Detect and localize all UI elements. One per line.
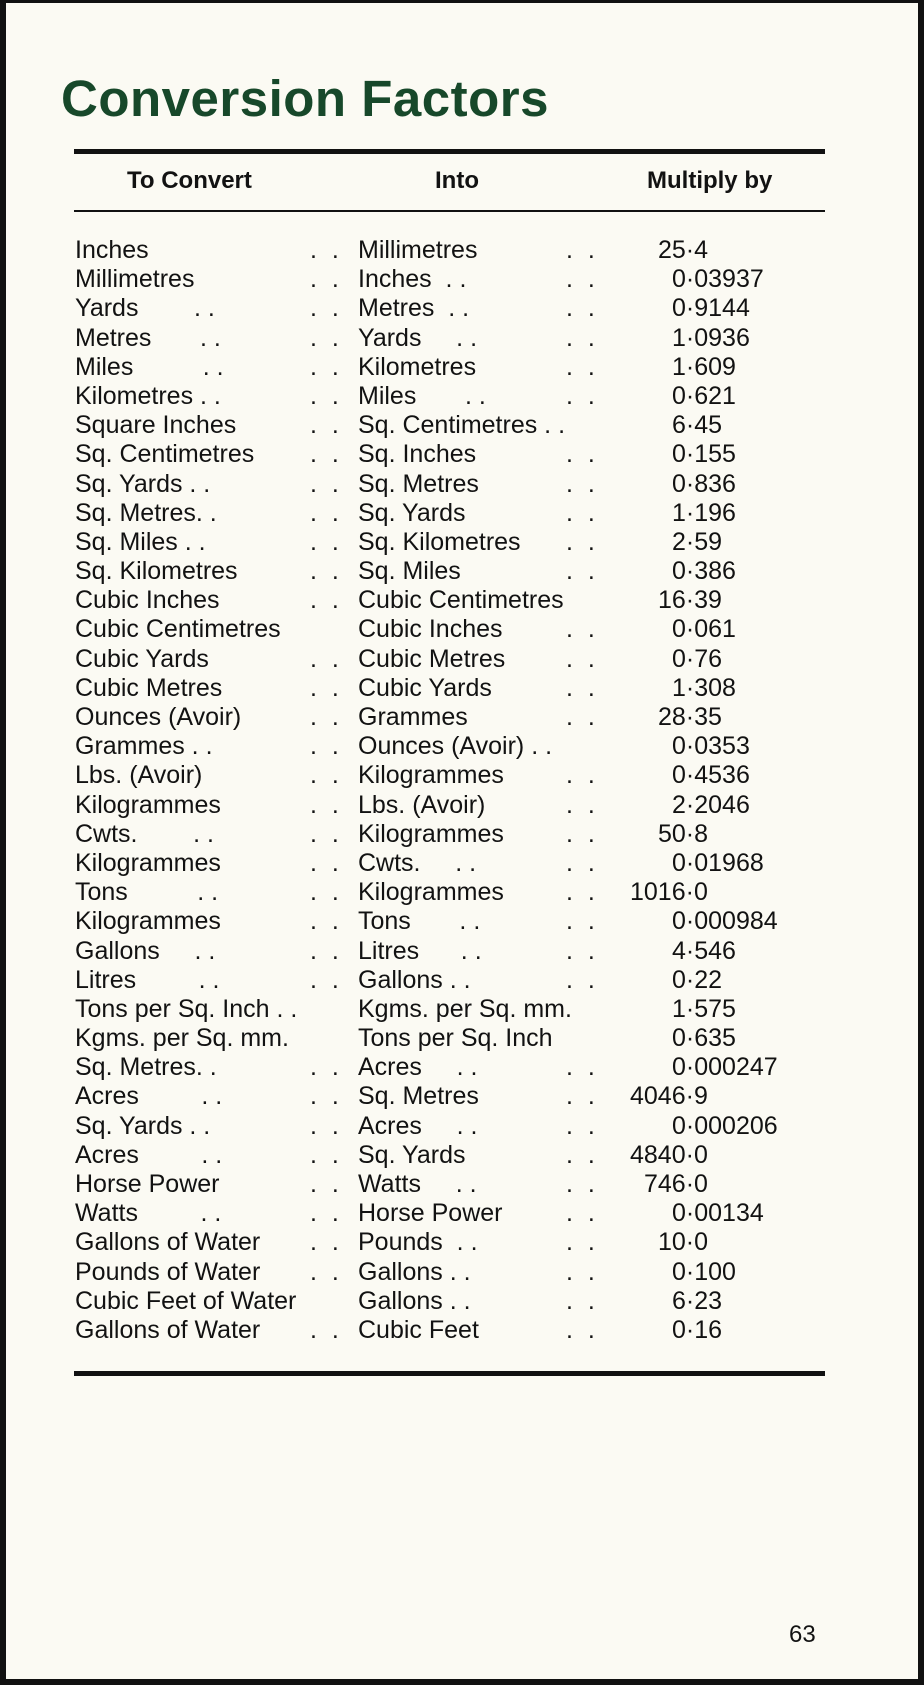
table-row (75, 470, 835, 499)
leader-dots: . . (566, 236, 599, 264)
multiply-cell: 746·0 (644, 1170, 708, 1198)
into-cell: Kilogrammes (358, 878, 504, 907)
table-row (75, 907, 835, 936)
multiply-cell: 1016·0 (630, 878, 708, 907)
leader-dots: . . (566, 352, 599, 381)
table-row (75, 1287, 835, 1316)
into-cell: Tons per Sq. Inch (358, 1024, 553, 1053)
leader-dots: . . (566, 1111, 599, 1140)
from-cell: Cubic Metres (75, 673, 223, 702)
multiply-cell: 0·155 (672, 440, 736, 469)
from-cell: Litres . . (75, 965, 220, 994)
into-cell: Tons . . (358, 907, 481, 936)
table-row (75, 761, 835, 790)
into-cell: Gallons . . (358, 1257, 471, 1286)
into-cell: Miles . . (358, 381, 486, 410)
from-cell: Cubic Centimetres (75, 615, 281, 644)
leader-dots: . . (566, 1053, 599, 1082)
from-cell: Miles . . (75, 352, 224, 381)
multiply-cell: 2·59 (672, 527, 723, 556)
leader-dots: . . (310, 469, 343, 498)
multiply-cell: 0·000984 (672, 907, 778, 936)
header-multiply-by: Multiply by (647, 167, 773, 194)
multiply-cell: 0·9144 (672, 294, 750, 323)
into-cell: Sq. Yards (358, 498, 466, 527)
leader-dots: . . (310, 878, 343, 907)
leader-dots: . . (566, 440, 599, 469)
into-cell: Cwts. . . (358, 848, 477, 877)
from-cell: Kgms. per Sq. mm. (75, 1024, 289, 1053)
from-cell: Sq. Miles . . (75, 527, 206, 556)
leader-dots: . . (566, 761, 599, 790)
table-row (75, 440, 835, 469)
into-cell: Millimetres (358, 236, 478, 264)
table-row (75, 1258, 835, 1287)
leader-dots: . . (566, 703, 599, 731)
table-row (75, 382, 835, 411)
leader-dots: . . (566, 878, 599, 907)
multiply-cell: 0·0353 (672, 732, 750, 761)
table-row (75, 937, 835, 966)
leader-dots: . . (310, 236, 343, 264)
multiply-cell: 25·4 (658, 236, 709, 264)
from-cell: Metres . . (75, 323, 221, 352)
table-row (75, 849, 835, 878)
leader-dots: . . (310, 265, 343, 294)
multiply-cell: 6·45 (672, 411, 723, 440)
from-cell: Tons per Sq. Inch . . (75, 994, 298, 1023)
leader-dots: . . (310, 848, 343, 877)
leader-dots: . . (566, 265, 599, 294)
leader-dots: . . (310, 557, 343, 586)
into-cell: Metres . . (358, 294, 470, 323)
into-cell: Lbs. (Avoir) (358, 790, 486, 819)
from-cell: Acres . . (75, 1140, 223, 1169)
multiply-cell: 6·23 (672, 1286, 723, 1315)
table-row (75, 1316, 835, 1345)
from-cell: Millimetres (75, 265, 195, 294)
leader-dots: . . (310, 819, 343, 848)
into-cell: Sq. Inches (358, 440, 477, 469)
from-cell: Gallons of Water (75, 1315, 261, 1344)
leader-dots: . . (566, 907, 599, 936)
into-cell: Yards . . (358, 323, 478, 352)
leader-dots: . . (310, 1199, 343, 1228)
multiply-cell: 0·16 (672, 1315, 723, 1344)
multiply-cell: 0·000247 (672, 1053, 778, 1082)
multiply-cell: 4840·0 (630, 1140, 708, 1169)
multiply-cell: 4046·9 (630, 1082, 708, 1111)
from-cell: Cubic Yards (75, 644, 209, 673)
leader-dots: . . (566, 965, 599, 994)
into-cell: Horse Power (358, 1199, 503, 1228)
from-cell: Kilogrammes (75, 848, 221, 877)
from-cell: Kilogrammes (75, 790, 221, 819)
table-row (75, 1170, 835, 1199)
from-cell: Sq. Centimetres (75, 440, 255, 469)
into-cell: Sq. Miles (358, 557, 461, 586)
leader-dots: . . (566, 323, 599, 352)
from-cell: Acres . . (75, 1082, 223, 1111)
leader-dots: . . (566, 1257, 599, 1286)
table-row (75, 557, 835, 586)
leader-dots: . . (566, 1082, 599, 1111)
leader-dots: . . (310, 586, 343, 615)
leader-dots: . . (566, 1286, 599, 1315)
into-cell: Cubic Metres (358, 644, 506, 673)
multiply-cell: 0·836 (672, 469, 736, 498)
from-cell: Ounces (Avoir) (75, 703, 242, 731)
table-row (75, 236, 835, 265)
leader-dots: . . (310, 1315, 343, 1344)
leader-dots: . . (310, 1053, 343, 1082)
leader-dots: . . (566, 1140, 599, 1169)
leader-dots: . . (566, 615, 599, 644)
leader-dots: . . (310, 936, 343, 965)
multiply-cell: 1·0936 (672, 323, 750, 352)
leader-dots: . . (566, 819, 599, 848)
leader-dots: . . (566, 790, 599, 819)
leader-dots: . . (310, 352, 343, 381)
leader-dots: . . (310, 1228, 343, 1257)
into-cell: Gallons . . (358, 1286, 471, 1315)
table-row (75, 1199, 835, 1228)
from-cell: Tons . . (75, 878, 219, 907)
into-cell: Ounces (Avoir) . . (358, 732, 553, 761)
multiply-cell: 2·2046 (672, 790, 750, 819)
header-into: Into (435, 167, 479, 194)
from-cell: Pounds of Water (75, 1257, 261, 1286)
into-cell: Sq. Metres (358, 1082, 479, 1111)
from-cell: Gallons . . (75, 936, 216, 965)
table-row (75, 995, 835, 1024)
leader-dots: . . (310, 1257, 343, 1286)
leader-dots: . . (310, 790, 343, 819)
leader-dots: . . (566, 498, 599, 527)
table-row (75, 1141, 835, 1170)
from-cell: Kilogrammes (75, 907, 221, 936)
leader-dots: . . (566, 1315, 599, 1344)
multiply-cell: 1·609 (672, 352, 736, 381)
multiply-cell: 4·546 (672, 936, 736, 965)
leader-dots: . . (566, 848, 599, 877)
into-cell: Cubic Feet (358, 1315, 479, 1344)
into-cell: Sq. Centimetres . . (358, 411, 566, 440)
multiply-cell: 0·22 (672, 965, 723, 994)
into-cell: Grammes (358, 703, 468, 731)
into-cell: Pounds . . (358, 1228, 478, 1257)
table-row (75, 1053, 835, 1082)
leader-dots: . . (310, 907, 343, 936)
multiply-cell: 10·0 (658, 1228, 709, 1257)
leader-dots: . . (566, 469, 599, 498)
page-title: Conversion Factors (61, 70, 549, 127)
leader-dots: . . (310, 527, 343, 556)
from-cell: Horse Power (75, 1170, 220, 1198)
leader-dots: . . (310, 761, 343, 790)
from-cell: Grammes . . (75, 732, 213, 761)
table-row (75, 586, 835, 615)
multiply-cell: 0·061 (672, 615, 736, 644)
leader-dots: . . (310, 323, 343, 352)
table-row (75, 1112, 835, 1141)
multiply-cell: 16·39 (658, 586, 722, 615)
leader-dots: . . (310, 294, 343, 323)
leader-dots: . . (566, 644, 599, 673)
table-row (75, 966, 835, 995)
leader-dots: . . (310, 1170, 343, 1198)
table-row (75, 615, 835, 644)
from-cell: Inches (75, 236, 149, 264)
leader-dots: . . (566, 1228, 599, 1257)
table-row (75, 645, 835, 674)
leader-dots: . . (566, 1170, 599, 1198)
multiply-cell: 0·635 (672, 1024, 736, 1053)
into-cell: Acres . . (358, 1053, 478, 1082)
table-row (75, 294, 835, 323)
from-cell: Sq. Yards . . (75, 1111, 211, 1140)
into-cell: Cubic Centimetres (358, 586, 564, 615)
table-row (75, 1228, 835, 1257)
into-cell: Inches . . (358, 265, 467, 294)
leader-dots: . . (310, 673, 343, 702)
leader-dots: . . (566, 1199, 599, 1228)
leader-dots: . . (310, 1140, 343, 1169)
table-row (75, 791, 835, 820)
into-cell: Kilometres (358, 352, 477, 381)
leader-dots: . . (310, 1082, 343, 1111)
from-cell: Square Inches (75, 411, 237, 440)
multiply-cell: 0·100 (672, 1257, 736, 1286)
from-cell: Sq. Metres. . (75, 1053, 217, 1082)
into-cell: Kgms. per Sq. mm. (358, 994, 572, 1023)
multiply-cell: 0·01968 (672, 848, 764, 877)
multiply-cell: 0·03937 (672, 265, 764, 294)
into-cell: Cubic Inches (358, 615, 503, 644)
table-row (75, 820, 835, 849)
from-cell: Gallons of Water (75, 1228, 261, 1257)
table-row (75, 324, 835, 353)
from-cell: Kilometres . . (75, 381, 221, 410)
leader-dots: . . (310, 703, 343, 731)
from-cell: Cwts. . . (75, 819, 214, 848)
into-cell: Kilogrammes (358, 819, 504, 848)
into-cell: Sq. Metres (358, 469, 479, 498)
leader-dots: . . (310, 732, 343, 761)
multiply-cell: 1·575 (672, 994, 736, 1023)
leader-dots: . . (566, 936, 599, 965)
multiply-cell: 1·196 (672, 498, 736, 527)
leader-dots: . . (566, 527, 599, 556)
from-cell: Sq. Yards . . (75, 469, 211, 498)
header-to-convert: To Convert (127, 167, 252, 194)
multiply-cell: 0·000206 (672, 1111, 778, 1140)
table-row (75, 703, 835, 732)
from-cell: Cubic Feet of Water (75, 1286, 297, 1315)
table-row (75, 1024, 835, 1053)
page-number: 63 (789, 1621, 816, 1648)
table-row (75, 878, 835, 907)
leader-dots: . . (566, 294, 599, 323)
from-cell: Watts . . (75, 1199, 222, 1228)
into-cell: Sq. Kilometres (358, 527, 521, 556)
multiply-cell: 28·35 (658, 703, 722, 731)
leader-dots: . . (566, 557, 599, 586)
leader-dots: . . (310, 411, 343, 440)
multiply-cell: 0·386 (672, 557, 736, 586)
into-cell: Kilogrammes (358, 761, 504, 790)
table-row (75, 732, 835, 761)
leader-dots: . . (310, 965, 343, 994)
leader-dots: . . (310, 1111, 343, 1140)
conversion-table (75, 236, 835, 1345)
multiply-cell: 0·621 (672, 381, 736, 410)
from-cell: Sq. Metres. . (75, 498, 217, 527)
leader-dots: . . (310, 498, 343, 527)
table-row (75, 1082, 835, 1111)
table-row (75, 411, 835, 440)
leader-dots: . . (310, 381, 343, 410)
from-cell: Lbs. (Avoir) (75, 761, 203, 790)
multiply-cell: 0·00134 (672, 1199, 764, 1228)
leader-dots: . . (310, 644, 343, 673)
multiply-cell: 50·8 (658, 819, 709, 848)
from-cell: Yards . . (75, 294, 215, 323)
table-row (75, 674, 835, 703)
from-cell: Cubic Inches (75, 586, 220, 615)
from-cell: Sq. Kilometres (75, 557, 238, 586)
top-rule (74, 149, 825, 154)
multiply-cell: 0·4536 (672, 761, 750, 790)
header-rule (74, 210, 825, 212)
leader-dots: . . (566, 381, 599, 410)
multiply-cell: 0·76 (672, 644, 723, 673)
into-cell: Watts . . (358, 1170, 477, 1198)
into-cell: Acres . . (358, 1111, 478, 1140)
into-cell: Sq. Yards (358, 1140, 466, 1169)
multiply-cell: 1·308 (672, 673, 736, 702)
bottom-rule (74, 1371, 825, 1376)
into-cell: Cubic Yards (358, 673, 492, 702)
leader-dots: . . (310, 440, 343, 469)
into-cell: Litres . . (358, 936, 482, 965)
into-cell: Gallons . . (358, 965, 471, 994)
table-row (75, 528, 835, 557)
table-row (75, 265, 835, 294)
table-row (75, 499, 835, 528)
table-row (75, 353, 835, 382)
leader-dots: . . (566, 673, 599, 702)
